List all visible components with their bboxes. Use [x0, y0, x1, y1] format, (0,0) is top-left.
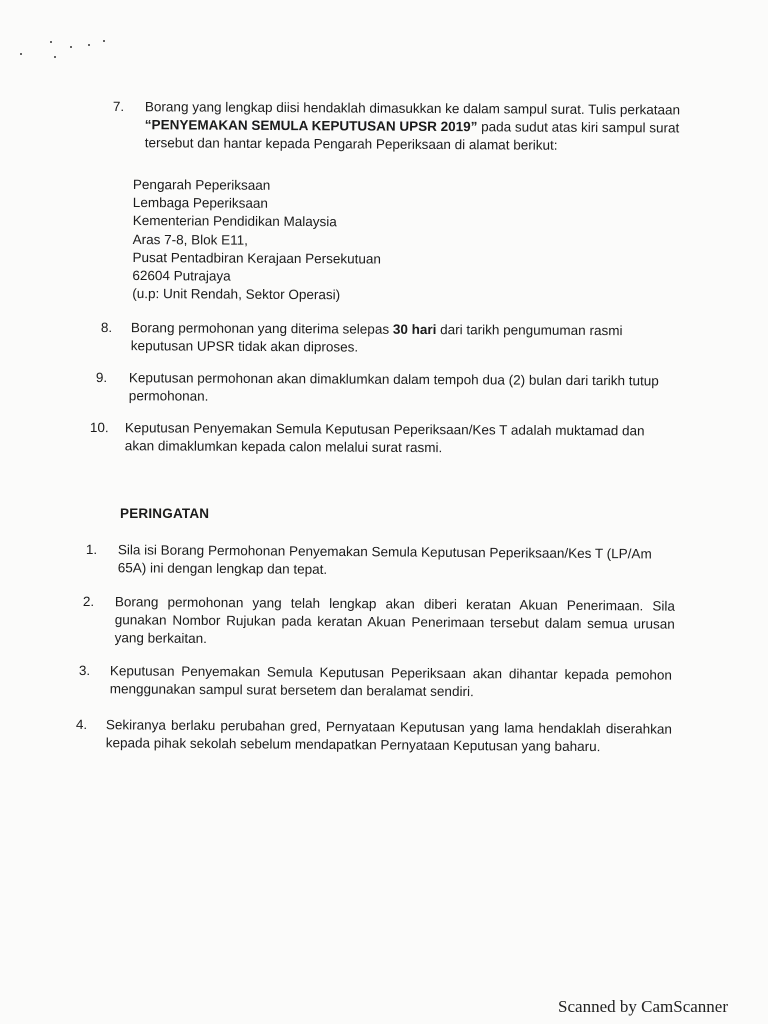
item-8	[101, 319, 667, 358]
item-number: 8.	[100, 319, 113, 336]
warning-2	[83, 593, 675, 652]
item-9	[96, 369, 676, 409]
address-line: Pengarah Peperiksaan	[132, 176, 271, 193]
item-number: 9.	[95, 369, 108, 386]
item-text: Borang yang lengkap diisi hendaklah dimasukkan ke dalam sampul surat. Tulis perkataan “PENYEMAKAN SEMULA KEPUTUSAN UPSR 2019” pada sudut atas kiri sampul surat tersebut dan hantar kepada Pengarah Peperiksaan di alamat berikut:	[144, 99, 681, 153]
address-line: Kementerian Pendidikan Malaysia	[132, 213, 337, 230]
warning-1	[86, 541, 676, 582]
address-line: Lembaga Peperiksaan	[132, 195, 268, 212]
item-text: Keputusan permohonan akan dimaklumkan dalam tempoh dua (2) bulan dari tarikh tutup permohonan.	[128, 370, 659, 404]
item-number: 7.	[112, 98, 125, 115]
item-10	[90, 419, 675, 459]
warning-3	[79, 662, 672, 703]
item-7	[113, 98, 685, 155]
warning-text: Sekiranya berlaku perubahan gred, Pernyataan Keputusan yang lama hendaklah diserahkan kepada pihak sekolah sebelum mendapatkan Pernyataan Keputusan yang baharu.	[105, 717, 672, 755]
warning-number: 3.	[78, 662, 91, 679]
deadline-days: 30 hari	[392, 321, 437, 338]
item-number: 10.	[89, 419, 109, 436]
envelope-label: “PENYEMAKAN SEMULA KEPUTUSAN UPSR 2019”	[144, 117, 478, 135]
warning-heading: PERINGATAN	[120, 506, 210, 521]
warning-4	[76, 716, 672, 757]
address-line: (u.p: Unit Rendah, Sektor Operasi)	[132, 286, 341, 303]
item-text: Keputusan Penyemakan Semula Keputusan Peperiksaan/Kes T adalah muktamad dan akan dimaklumkan kepada calon melalui surat rasmi.	[124, 420, 645, 456]
address-block	[132, 176, 463, 305]
warning-text: Sila isi Borang Permohonan Penyemakan Semula Keputusan Peperiksaan/Kes T (LP/Am 65A) ini dengan lengkap dan tepat.	[117, 542, 652, 577]
scanner-watermark: Scanned by CamScanner	[558, 997, 728, 1016]
warning-number: 1.	[85, 541, 98, 558]
address-line: Pusat Pentadbiran Kerajaan Persekutuan	[132, 249, 381, 267]
warning-text: Keputusan Penyemakan Semula Keputusan Peperiksaan akan dihantar kepada pemohon menggunakan sampul surat bersetem dan beralamat sendiri.	[109, 663, 672, 700]
address-line: Aras 7-8, Blok E11,	[132, 231, 248, 248]
warning-text: Borang permohonan yang telah lengkap akan diberi keratan Akuan Penerimaan. Sila gunakan Nombor Rujukan pada keratan Akuan Penerimaan tersebut dalam semua urusan yang berkaitan.	[114, 594, 675, 646]
warning-number: 2.	[82, 593, 95, 610]
address-line: 62604 Putrajaya	[132, 268, 231, 284]
warning-number: 4.	[75, 716, 88, 733]
item-text: Borang permohonan yang diterima selepas 30 hari dari tarikh pengumuman rasmi keputusan UPSR tidak akan diproses.	[130, 320, 623, 355]
